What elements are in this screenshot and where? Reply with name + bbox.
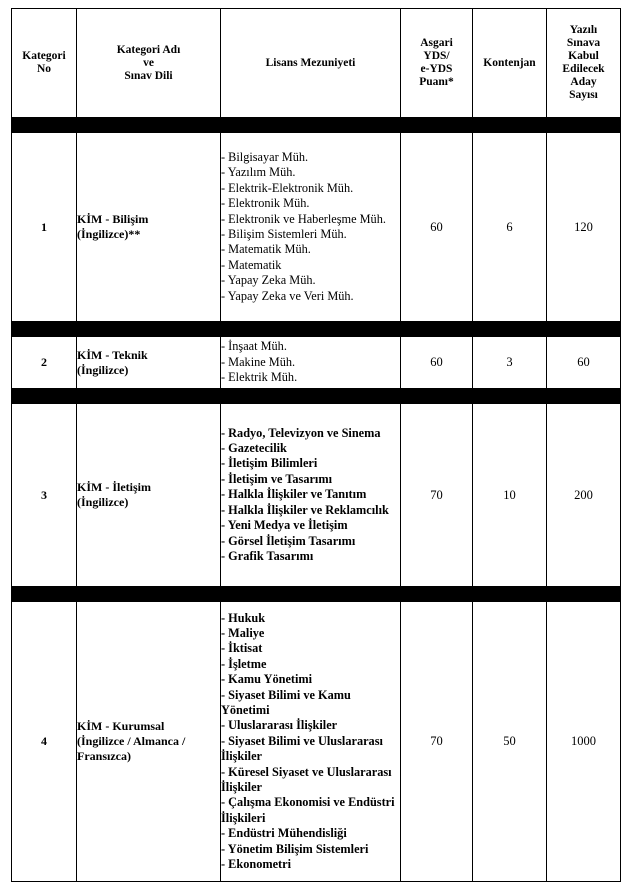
list-item: - Çalışma Ekonomisi ve Endüstri İlişkileri bbox=[221, 795, 395, 825]
degree-list bbox=[221, 426, 400, 565]
document-page bbox=[11, 8, 620, 882]
list-item: - Hukuk bbox=[221, 610, 266, 625]
min-score: 70 bbox=[401, 404, 473, 587]
degree-list bbox=[221, 611, 400, 873]
table-row bbox=[12, 404, 621, 587]
category-name: KİM - Kurumsal (İngilizce / Almanca / Fransızca) bbox=[77, 602, 221, 882]
list-item: - İşletme bbox=[221, 656, 267, 671]
degree-list-cell bbox=[221, 404, 401, 587]
table-row bbox=[12, 602, 621, 882]
list-item: - Yapay Zeka ve Veri Müh. bbox=[221, 288, 354, 303]
list-item: - Elektronik ve Haberleşme Müh. bbox=[221, 211, 386, 226]
list-item: - Elektrik Müh. bbox=[221, 370, 298, 385]
list-item: - Yönetim Bilişim Sistemleri bbox=[221, 841, 369, 856]
header-degree: Lisans Mezuniyeti bbox=[221, 9, 401, 118]
degree-list bbox=[221, 339, 400, 385]
quota: 3 bbox=[473, 337, 547, 389]
list-item: - Kamu Yönetimi bbox=[221, 672, 313, 687]
quota: 50 bbox=[473, 602, 547, 882]
category-no: 4 bbox=[12, 602, 77, 882]
list-item: - Ekonometri bbox=[221, 857, 292, 872]
min-score: 60 bbox=[401, 337, 473, 389]
min-score: 60 bbox=[401, 133, 473, 322]
list-item: - İnşaat Müh. bbox=[221, 339, 287, 354]
min-score: 70 bbox=[401, 602, 473, 882]
quota: 6 bbox=[473, 133, 547, 322]
list-item: - Bilişim Sistemleri Müh. bbox=[221, 227, 347, 241]
list-item: - Endüstri Mühendisliği bbox=[221, 826, 347, 841]
table-row bbox=[12, 133, 621, 322]
degree-list-cell bbox=[221, 337, 401, 389]
list-item: - Maliye bbox=[221, 625, 265, 640]
header-min-score: Asgari YDS/ e-YDS Puanı* bbox=[401, 9, 473, 118]
list-item: - İktisat bbox=[221, 641, 263, 656]
list-item: - Halkla İlişkiler ve Reklamcılık bbox=[221, 502, 389, 517]
header-quota: Kontenjan bbox=[473, 9, 547, 118]
list-item: - Halkla İlişkiler ve Tanıtım bbox=[221, 487, 367, 502]
accepted-count: 120 bbox=[547, 133, 621, 322]
category-name: KİM - Teknik (İngilizce) bbox=[77, 337, 221, 389]
list-item: - Siyaset Bilimi ve Kamu Yönetimi bbox=[221, 687, 351, 717]
list-item: - Uluslararası İlişkiler bbox=[221, 718, 338, 733]
degree-list-cell bbox=[221, 133, 401, 322]
header-row bbox=[12, 9, 621, 118]
list-item: - Grafik Tasarımı bbox=[221, 548, 314, 563]
category-table bbox=[11, 8, 621, 882]
header-category-no: Kategori No bbox=[12, 9, 77, 118]
list-item: - Bilgisayar Müh. bbox=[221, 149, 309, 164]
accepted-count: 1000 bbox=[547, 602, 621, 882]
list-item: - Elektrik-Elektronik Müh. bbox=[221, 180, 354, 195]
list-item: - Radyo, Televizyon ve Sinema bbox=[221, 425, 381, 440]
separator-row bbox=[12, 389, 621, 404]
category-no: 1 bbox=[12, 133, 77, 322]
category-no: 2 bbox=[12, 337, 77, 389]
accepted-count: 200 bbox=[547, 404, 621, 587]
list-item: - Makine Müh. bbox=[221, 354, 296, 369]
list-item: - Yapay Zeka Müh. bbox=[221, 273, 316, 288]
list-item: - Gazetecilik bbox=[221, 441, 287, 456]
list-item: - İletişim ve Tasarımı bbox=[221, 471, 333, 486]
header-category-name: Kategori Adı ve Sınav Dili bbox=[77, 9, 221, 118]
list-item: - Yazılım Müh. bbox=[221, 165, 296, 180]
degree-list bbox=[221, 150, 400, 304]
degree-list-cell bbox=[221, 602, 401, 882]
separator-row bbox=[12, 118, 621, 133]
category-name: KİM - Bilişim (İngilizce)** bbox=[77, 133, 221, 322]
category-no: 3 bbox=[12, 404, 77, 587]
separator-row bbox=[12, 322, 621, 337]
table-row bbox=[12, 337, 621, 389]
list-item: - Siyaset Bilimi ve Uluslararası İlişkiler bbox=[221, 733, 383, 764]
list-item: - Yeni Medya ve İletişim bbox=[221, 518, 348, 533]
category-name: KİM - İletişim (İngilizce) bbox=[77, 404, 221, 587]
quota: 10 bbox=[473, 404, 547, 587]
list-item: - Küresel Siyaset ve Uluslararası İlişkiler bbox=[221, 764, 392, 795]
list-item: - Görsel İletişim Tasarımı bbox=[221, 533, 356, 548]
list-item: - Matematik bbox=[221, 257, 282, 272]
header-accepted-count: Yazılı Sınava Kabul Edilecek Aday Sayısı bbox=[547, 9, 621, 118]
separator-row bbox=[12, 587, 621, 602]
list-item: - Matematik Müh. bbox=[221, 242, 311, 257]
list-item: - İletişim Bilimleri bbox=[221, 456, 318, 471]
accepted-count: 60 bbox=[547, 337, 621, 389]
list-item: - Elektronik Müh. bbox=[221, 196, 310, 211]
